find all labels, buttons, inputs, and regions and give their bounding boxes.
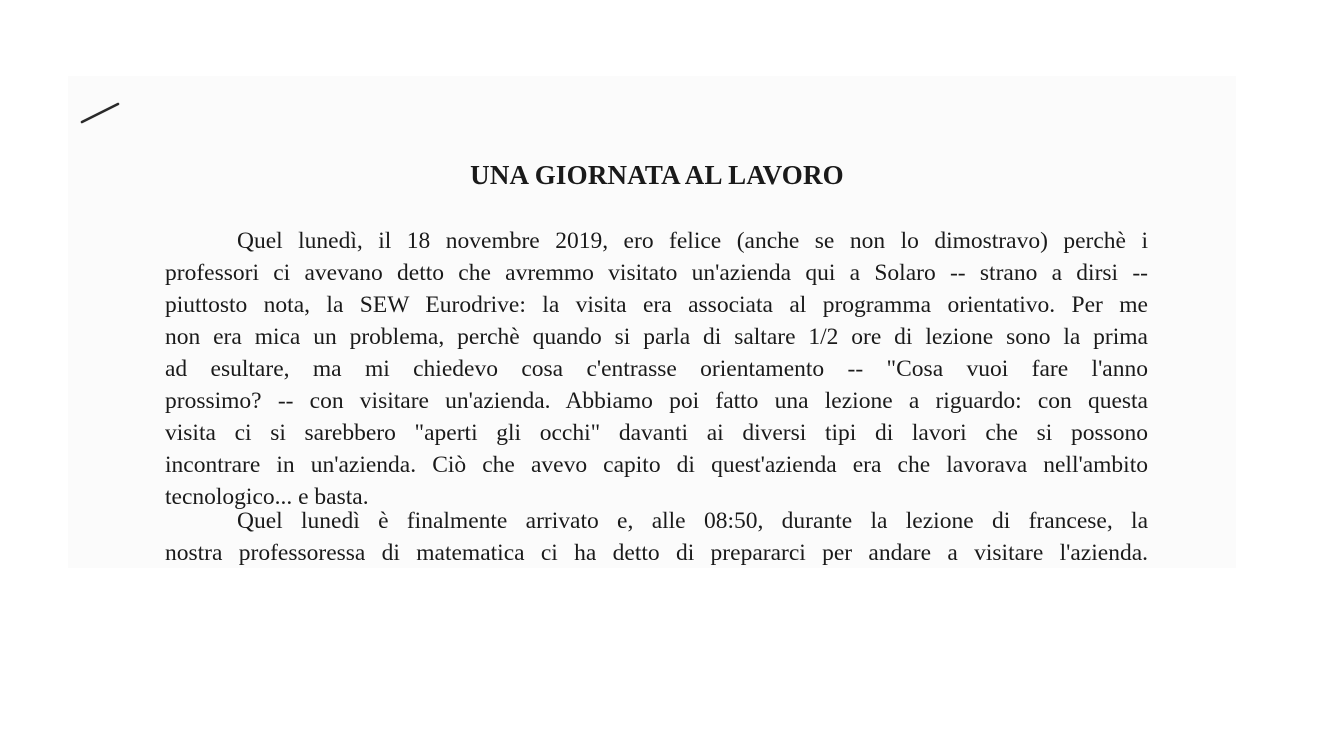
document-title: UNA GIORNATA AL LAVORO	[470, 160, 844, 190]
paragraph-1-line-4: non era mica un problema, perchè quando si parla di saltare 1/2 ore di lezione sono la prima	[165, 324, 1148, 350]
paragraph-1-line-6: prossimo? -- con visitare un'azienda. Abbiamo poi fatto una lezione a riguardo: con questa	[165, 388, 1148, 414]
paragraph-1-line-2: professori ci avevano detto che avremmo visitato un'azienda qui a Solaro -- strano a dirsi --	[165, 260, 1148, 286]
paragraph-1-line-5: ad esultare, ma mi chiedevo cosa c'entrasse orientamento -- "Cosa vuoi fare l'anno	[165, 356, 1148, 382]
paragraph-1-line-7: visita ci si sarebbero "aperti gli occhi" davanti ai diversi tipi di lavori che si possono	[165, 420, 1148, 446]
paragraph-2-line-2: nostra professoressa di matematica ci ha detto di prepararci per andare a visitare l'azienda.	[165, 540, 1148, 566]
paragraph-1-line-1: Quel lunedì, il 18 novembre 2019, ero felice (anche se non lo dimostravo) perchè i	[237, 228, 1148, 254]
paragraph-1-line-3: piuttosto nota, la SEW Eurodrive: la visita era associata al programma orientativo. Per me	[165, 292, 1148, 318]
paragraph-1-line-9: tecnologico... e basta.	[165, 484, 369, 510]
paragraph-1-line-8: incontrare in un'azienda. Ciò che avevo capito di quest'azienda era che lavorava nell'ambito	[165, 452, 1148, 478]
paragraph-2-line-1: Quel lunedì è finalmente arrivato e, alle 08:50, durante la lezione di francese, la	[237, 508, 1148, 534]
pen-stroke-mark	[80, 100, 122, 124]
